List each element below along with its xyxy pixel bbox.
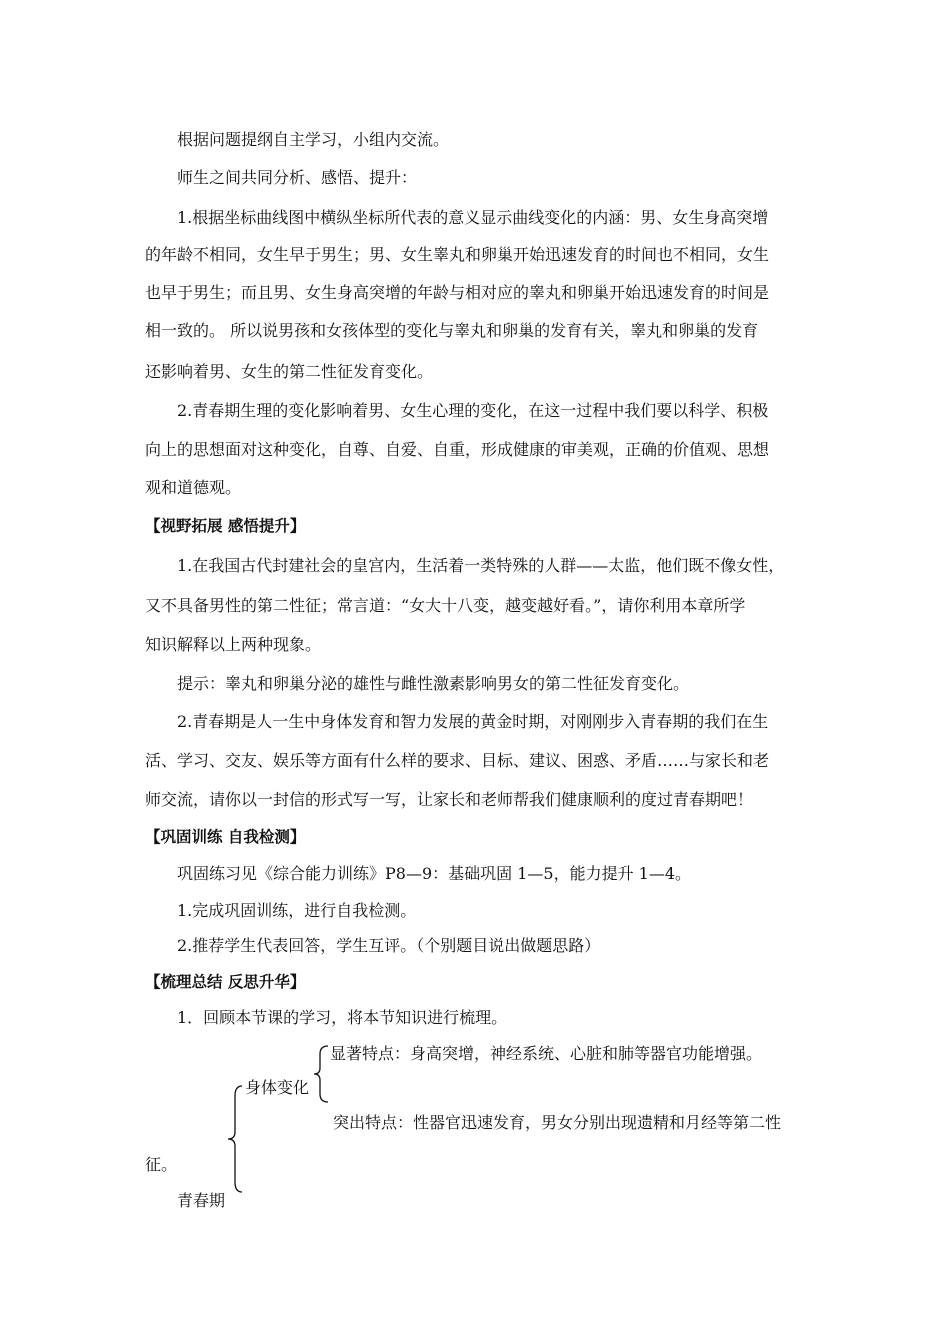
- hint-text: 提示：睾丸和卵巢分泌的雄性与雌性激素影响男女的第二性征发育变化。: [177, 674, 690, 693]
- section-heading-summary: 【梳理总结 反思升华】: [145, 973, 306, 991]
- section-heading-practice: 【巩固训练 自我检测】: [145, 828, 306, 846]
- practice-item-2: 2.推荐学生代表回答，学生互评。（个别题目说出做题思路）: [177, 936, 601, 955]
- practice-intro: 巩固练习见《综合能力训练》P8—9：基础巩固 1—5，能力提升 1—4。: [177, 864, 692, 883]
- outline-branch-body-change: 身体变化: [245, 1078, 310, 1097]
- expand-2-line: 师交流，请你以一封信的形式写一写，让家长和老师帮我们健康顺利的度过青春期吧！: [145, 790, 754, 809]
- analysis-1-line: 还影响着男、女生的第二性征发育变化。: [145, 362, 434, 381]
- analysis-1-line: 也早于男生；而且男、女生身高突增的年龄与相对应的睾丸和卵巢开始迅速发育的时间是: [145, 283, 770, 302]
- outline-root-puberty: 青春期: [177, 1191, 226, 1210]
- practice-item-1: 1.完成巩固训练，进行自我检测。: [177, 901, 417, 920]
- expand-1-line: 1.在我国古代封建社会的皇宫内，生活着一类特殊的人群——太监，他们既不像女性，: [177, 556, 785, 575]
- summary-item-1: 1．回顾本节课的学习，将本节知识进行梳理。: [177, 1008, 508, 1027]
- analysis-1-line: 的年龄不相同，女生早于男生；男、女生睾丸和卵巢开始迅速发育的时间也不相同，女生: [145, 245, 770, 264]
- expand-2-line: 活、学习、交友、娱乐等方面有什么样的要求、目标、建议、困惑、矛盾……与家长和老: [145, 751, 770, 770]
- section-heading-expand: 【视野拓展 感悟提升】: [145, 517, 306, 535]
- intro-paragraph-2: 师生之间共同分析、感悟、提升：: [177, 168, 418, 187]
- analysis-2-line: 2.青春期生理的变化影响着男、女生心理的变化，在这一过程中我们要以科学、积极: [177, 401, 769, 420]
- analysis-1-line: 1.根据坐标曲线图中横纵坐标所代表的意义显示曲线变化的内涵：男、女生身高突增: [177, 208, 769, 227]
- analysis-2-line: 向上的思想面对这种变化，自尊、自爱、自重，形成健康的审美观，正确的价值观、思想: [145, 440, 770, 459]
- expand-1-line: 又不具备男性的第二性征；常言道：“女大十八变，越变越好看。”，请你利用本章所学: [145, 596, 746, 615]
- expand-2-line: 2.青春期是人一生中身体发育和智力发展的黄金时期，对刚刚步入青春期的我们在生: [177, 712, 769, 731]
- small-brace-icon: [312, 1044, 332, 1104]
- expand-1-line: 知识解释以上两种现象。: [145, 635, 322, 654]
- large-brace-icon: [226, 1084, 246, 1194]
- analysis-2-line: 观和道德观。: [145, 478, 242, 497]
- outline-leaf-prominent: 显著特点：身高突增，神经系统、心脏和肺等器官功能增强。: [330, 1044, 763, 1063]
- outline-leaf-outstanding-cont: 征。: [145, 1155, 178, 1174]
- analysis-1-line: 相一致的。 所以说男孩和女孩体型的变化与睾丸和卵巢的发育有关，睾丸和卵巢的发育: [145, 321, 759, 340]
- outline-leaf-outstanding: 突出特点：性器官迅速发育，男女分别出现遗精和月经等第二性: [333, 1113, 782, 1132]
- intro-paragraph-1: 根据问题提纲自主学习，小组内交流。: [177, 130, 450, 149]
